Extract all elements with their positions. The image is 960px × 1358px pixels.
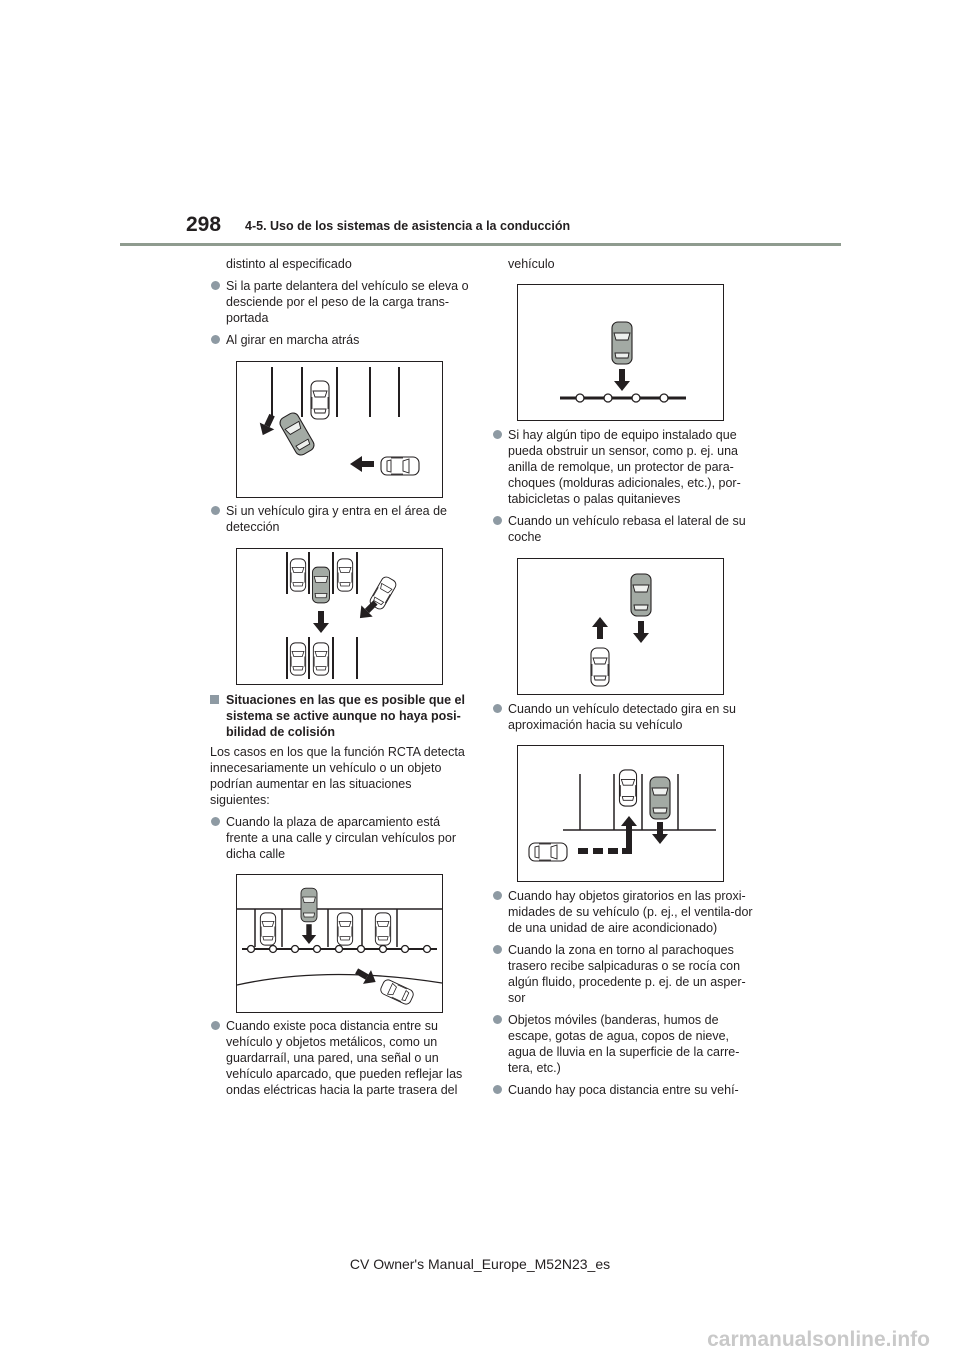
car-icon (650, 777, 670, 819)
car-icon (631, 574, 651, 616)
figure-street-traffic (236, 874, 443, 1013)
bullet-equipment-item: Si hay algún tipo de equipo instalado que pueda obstruir un sensor, como p. ej. una anilla de remolque, un protector de para-choques (molduras adicionales, etc.), por-tabicicletas o palas quitanieves (492, 427, 757, 507)
car-icon (313, 643, 328, 675)
figure-reverse-turn (236, 361, 443, 498)
car-icon (379, 978, 415, 1006)
left-column-mid (210, 503, 472, 541)
right-column-bottom (492, 888, 757, 1104)
car-icon (311, 381, 329, 419)
left-column-lower (210, 690, 472, 868)
right-column-mid (492, 427, 757, 551)
car-icon (290, 643, 305, 675)
continuation-text: vehículo (508, 257, 555, 271)
arrow-icon (633, 621, 649, 643)
arrow-icon (652, 822, 668, 844)
bullet-short-distance-item: Cuando hay poca distancia entre su vehí- (492, 1082, 757, 1098)
section-title: 4-5. Uso de los sistemas de asistencia a la conducción (245, 219, 571, 233)
footer-manual-id: CV Owner's Manual_Europe_M52N23_es (349, 1256, 611, 1272)
car-icon (290, 559, 305, 591)
bullet-rotating-objects-item: Cuando hay objetos giratorios en las proxi-midades de su vehículo (p. ej., el ventila-dor de una unidad de aire acondicionado) (492, 888, 757, 936)
bullet-street-item: Cuando la plaza de aparcamiento está frente a una calle y circulan vehículos por dicha calle (210, 814, 472, 862)
car-icon (619, 770, 636, 806)
car-icon (529, 843, 567, 861)
left-column-top (210, 256, 472, 354)
arrow-icon (592, 617, 608, 639)
bullet-passing-vehicle-item: Cuando un vehículo rebasa el lateral de su coche (492, 513, 757, 545)
arrow-icon (353, 964, 380, 989)
car-icon (260, 913, 275, 945)
bullet-reverse-turn-item: Al girar en marcha atrás (210, 332, 472, 348)
bullet-load-item: Si la parte delantera del vehículo se eleva o desciende por el peso de la carga trans-portada (210, 278, 472, 326)
arrow-icon (256, 412, 280, 439)
continuation-text: distinto al especificado (226, 257, 352, 271)
figure-wall-reflection (517, 284, 724, 421)
left-column-bottom (210, 1018, 472, 1104)
right-column-top (492, 256, 757, 278)
right-column-lower (492, 701, 757, 739)
car-icon (591, 648, 609, 686)
page-number: 298 (186, 213, 222, 236)
car-icon (375, 913, 390, 945)
figure-detected-turn (517, 745, 724, 882)
car-icon (612, 322, 632, 364)
car-icon (301, 888, 317, 922)
arrow-icon (350, 456, 374, 472)
bullet-turning-vehicle-item: Si un vehículo gira y entra en el área de detección (210, 503, 472, 535)
figure-turning-vehicle (236, 548, 443, 685)
car-icon (337, 559, 352, 591)
header-divider (120, 243, 841, 246)
car-icon (313, 567, 330, 603)
figure-passing-vehicle (517, 558, 724, 695)
car-icon (278, 411, 316, 457)
arrow-icon (313, 611, 329, 633)
bullet-splash-item: Cuando la zona en torno al parachoques trasero recibe salpicaduras o se rocía con algún fluido, procedente p. ej. de un asper-sor (492, 942, 757, 1006)
bullet-moving-objects-item: Objetos móviles (banderas, humos de escape, gotas de agua, copos de nieve, agua de lluvia en la superficie de la carre-tera, etc.) (492, 1012, 757, 1076)
watermark-logo: carmanualsonline.info (707, 1328, 930, 1351)
bullet-metal-objects-item: Cuando existe poca distancia entre su vehículo y objetos metálicos, como un guardarraíl, una pared, una señal o un vehículo aparcado, que pueden reflejar las ondas eléctricas hacia la parte trasera del (210, 1018, 472, 1098)
section-heading: Situaciones en las que es posible que el sistema se active aunque no haya posi-bilidad de colisión (210, 692, 472, 740)
car-icon (381, 457, 419, 475)
arrow-icon (614, 369, 630, 391)
bullet-detected-turn-item: Cuando un vehículo detectado gira en su aproximación hacia su vehículo (492, 701, 757, 733)
car-icon (337, 913, 352, 945)
arrow-icon (302, 924, 316, 944)
intro-paragraph: Los casos en los que la función RCTA detecta innecesariamente un vehículo o un objeto podrían aumentar en las situaciones siguientes: (210, 745, 465, 807)
